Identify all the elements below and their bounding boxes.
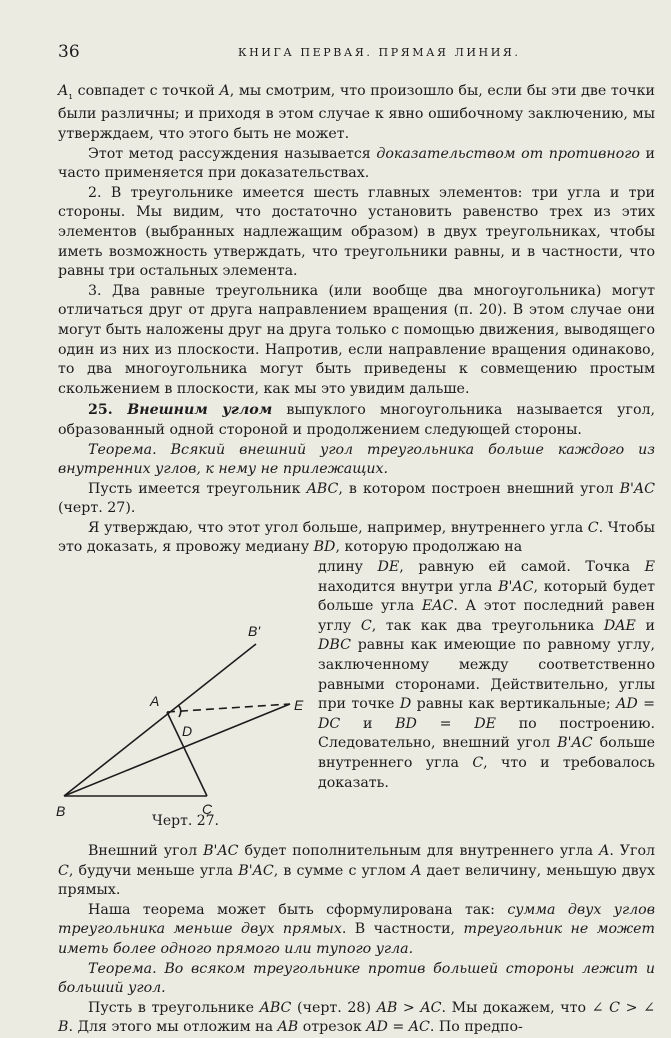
text-run: , который будет больше угла xyxy=(318,578,655,615)
text-run: . А этот последний равен углу xyxy=(318,598,655,634)
text-run: A xyxy=(411,862,422,879)
text-run: доказательством от противного xyxy=(376,145,640,162)
text-run: дает величину, меньшую двух прямых. xyxy=(58,862,655,899)
paragraph xyxy=(58,480,655,519)
label-A: A xyxy=(150,693,160,710)
text-run: длину xyxy=(318,559,378,576)
text-run: E xyxy=(644,559,655,576)
text-run: BD = DE xyxy=(395,715,496,732)
text-run: (черт. 27). xyxy=(58,500,136,517)
text-body xyxy=(58,82,655,1038)
text-run: 25. xyxy=(88,402,128,419)
text-run: BD xyxy=(313,539,336,556)
text-run: Внешним углом xyxy=(127,402,273,419)
page-number: 36 xyxy=(58,42,80,62)
figure-caption: Черт. 27. xyxy=(152,813,219,830)
text-run: . По предпо- xyxy=(429,1019,523,1036)
text-run: , в котором построен внешний угол xyxy=(338,480,620,497)
text-run: выпуклого многоугольника называется угол, образованный одной стороной и продолжением следующей стороны. xyxy=(58,402,656,438)
figure-27 xyxy=(52,560,310,842)
label-B1: B' xyxy=(248,623,261,640)
text-run: находится внутри угла xyxy=(318,578,499,595)
text-run: AB xyxy=(277,1019,299,1036)
text-run: B'AC xyxy=(498,578,534,595)
text-run: AD = DC xyxy=(318,696,655,732)
paragraph xyxy=(58,184,655,282)
text-run: D xyxy=(399,696,412,713)
text-run: и xyxy=(635,617,656,634)
text-run: C xyxy=(587,519,599,536)
text-run: Теорема. Всякий внешний угол треугольника больше каждого из внутренних углов, к нему не прилежащих. xyxy=(58,441,655,478)
text-run: , равную ей самой. Точка xyxy=(399,559,645,576)
text-run: будет пополнительным для внутреннего угла xyxy=(238,843,600,860)
section-paragraph xyxy=(58,401,655,440)
paragraph xyxy=(58,901,655,960)
text-run: по построению. Следовательно, внешний угол xyxy=(318,715,655,752)
text-run: EAC xyxy=(421,598,454,615)
text-run: B'AC xyxy=(619,480,655,497)
text-run: . В частности, xyxy=(341,921,464,938)
paragraph xyxy=(58,999,655,1038)
text-run: совпадет с точкой xyxy=(73,83,220,99)
text-run: . Угол xyxy=(609,843,656,860)
text-run: Я утверждаю, что этот угол больше, например, внутреннего угла xyxy=(88,519,588,536)
text-run: отрезок xyxy=(298,1019,367,1036)
text-run: Пусть имеется треугольник xyxy=(88,480,307,497)
text-run: . Чтобы это доказать, я провожу медиану xyxy=(58,519,655,556)
text-run: A xyxy=(219,83,230,99)
text-run: Внешний угол xyxy=(88,843,204,860)
text-run: сумма двух углов треугольника меньше двух прямых xyxy=(58,901,655,938)
text-run: равны как вертикальные; xyxy=(411,696,617,713)
text-run: ∠ C > ∠ B xyxy=(58,999,655,1036)
text-run: , что и требовалось доказать. xyxy=(318,755,655,791)
theorem-statement xyxy=(58,441,655,480)
text-run: B'AC xyxy=(203,843,239,860)
label-D: D xyxy=(182,723,193,740)
triangle-diagram xyxy=(52,560,310,842)
text-run: Теорема. Во всяком треугольнике против большей стороны лежит и больший угол. xyxy=(58,960,655,997)
text-run: ABC xyxy=(306,480,339,497)
text-run: A xyxy=(599,843,610,860)
angle-arc xyxy=(178,705,181,717)
text-run: равны как имеющие по равному углу, заключенному между соответственно равными сторонами. Действительно, углы при точке xyxy=(318,637,655,713)
label-C: C xyxy=(202,801,213,818)
label-B: B xyxy=(56,803,66,820)
text-run: . Мы докажем, что xyxy=(441,999,592,1016)
text-run: , будучи меньше угла xyxy=(68,862,239,879)
paragraph xyxy=(58,282,655,400)
text-run: DBC xyxy=(318,637,351,654)
text-run: Наша теорема может быть сформулирована так: xyxy=(88,901,508,918)
text-run: DE xyxy=(377,559,400,576)
page-header xyxy=(58,40,649,62)
text-run: ₁ xyxy=(68,87,73,102)
text-run: Этот метод рассуждения называется xyxy=(88,145,377,162)
text-run: (черт. 28) xyxy=(291,999,377,1016)
paragraph xyxy=(58,519,655,558)
paragraph xyxy=(58,82,655,145)
text-run: Пусть в треугольнике xyxy=(88,999,260,1016)
text-run: и xyxy=(340,715,396,732)
text-run: 3. Два равные треугольника (или вообще два многоугольника) могут отличаться друг от друга направлением вращения (п. 20). В этом случае они могут быть наложены друг на друга только с помощью движения, выводящего один из них из плоскости. Напротив, если направление вращения одинаково, то два многоугольника могут быть приведены к совмещению простым скольжением в плоскости, как мы это увидим дальше. xyxy=(58,282,655,397)
median-BE xyxy=(64,704,290,796)
text-run: , так как два треугольника xyxy=(371,617,604,634)
text-run: C xyxy=(472,755,484,772)
text-run: и часто применяется при доказательствах. xyxy=(58,145,655,182)
text-run: , мы смотрим, что произошло бы, если бы эти две точки были различны; и приходя в этом случае к явно ошибочному заключению, мы утверждаем, что этого быть не может. xyxy=(58,83,656,143)
text-run: AD = AC xyxy=(366,1019,430,1036)
label-E: E xyxy=(294,697,304,714)
text-run: ABC xyxy=(259,999,292,1016)
text-run: A xyxy=(58,83,69,99)
text-run: C xyxy=(360,617,372,634)
text-run: треугольник не может иметь более одного прямого или тупого угла. xyxy=(58,921,655,958)
theorem-statement xyxy=(58,960,655,999)
text-run: , в сумме с углом xyxy=(273,862,412,879)
text-run: B'AC xyxy=(238,862,274,879)
paragraph xyxy=(58,145,655,184)
text-run: 2. В треугольнике имеется шесть главных элементов: три угла и три стороны. Мы видим, что достаточно установить равенство трех из этих элементов (выбранных надлежащим образом) в двух треугольниках, чтобы иметь возможность утверждать, что треугольники равны, и в частности, что равны три остальных элемента. xyxy=(58,184,655,280)
text-run: B'AC xyxy=(557,735,593,752)
paragraph xyxy=(58,842,655,901)
running-title: КНИГА ПЕРВАЯ. ПРЯМАЯ ЛИНИЯ. xyxy=(238,46,521,59)
text-run: . Для этого мы отложим на xyxy=(68,1019,278,1036)
text-run: DAE xyxy=(603,617,636,634)
line-B-Bprime xyxy=(64,644,256,796)
text-run: , которую продолжаю на xyxy=(335,539,523,556)
text-run: C xyxy=(58,862,69,879)
text-run: больше внутреннего угла xyxy=(318,735,655,772)
text-run: AB > AC xyxy=(376,999,442,1016)
